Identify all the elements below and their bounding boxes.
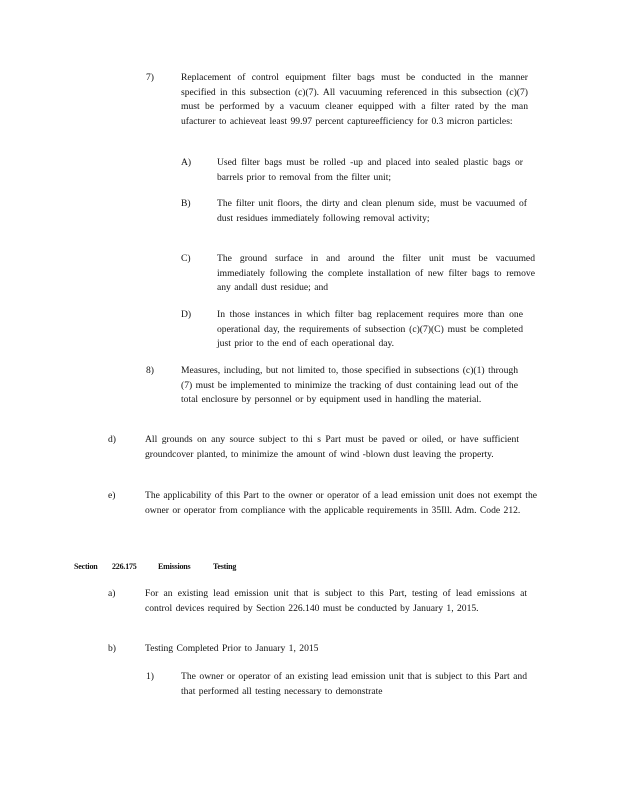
item-A-text: Used filter bags must be rolled -up and placed into sealed plastic bags or barrels prior to removal from the filter unit; bbox=[217, 157, 523, 183]
item-a-text: For an existing lead emission unit that is subject to this Part, testing of lead emissions at control devices required by Section 226.140 must be conducted by January 1, 2015. bbox=[145, 588, 527, 614]
item-b-label: b) bbox=[108, 643, 116, 654]
item-e-text: The applicability of this Part to the owner or operator of a lead emission unit does not exempt the owner or operator from compliance with the applicable requirements in 35Ill. Adm. Code 212. bbox=[145, 490, 537, 516]
item-C-label: C) bbox=[181, 253, 191, 264]
section-title-2: Testing bbox=[213, 562, 237, 571]
section-title: Emissions bbox=[158, 562, 191, 571]
item-D-text: In those instances in which filter bag replacement requires more than one operational day, the requirements of subsection (c)(7)(C) must be completed just prior to the end of each operational day. bbox=[217, 309, 523, 349]
item-8-text: Measures, including, but not limited to, those specified in subsections (c)(1) through (7) must be implemented to minimize the tracking of dust containing lead out of the total enclosure by personnel or by equipment used in handling the material. bbox=[181, 365, 518, 405]
item-B-label: B) bbox=[181, 198, 191, 209]
item-a-label: a) bbox=[108, 588, 116, 599]
item-A-label: A) bbox=[181, 157, 192, 168]
item-1-text: The owner or operator of an existing lead emission unit that is subject to this Part and that performed all testing necessary to demonstrate bbox=[181, 671, 527, 697]
section-number: 226.175 bbox=[112, 562, 137, 571]
item-d-text: All grounds on any source subject to thi s Part must be paved or oiled, or have sufficient groundcover planted, to minimize the amount of wind -blown dust leaving the property. bbox=[145, 434, 519, 460]
item-D-label: D) bbox=[181, 309, 192, 320]
item-1-label: 1) bbox=[146, 671, 154, 682]
item-b-text: Testing Completed Prior to January 1, 2015 bbox=[145, 643, 319, 654]
item-B-text: The filter unit floors, the dirty and clean plenum side, must be vacuumed of dust residues immediately following removal activity; bbox=[217, 198, 527, 224]
section-label: Section bbox=[74, 562, 98, 571]
item-e-label: e) bbox=[108, 490, 116, 501]
item-C-text: The ground surface in and around the filter unit must be vacuumed immediately following the complete installation of new filter bags to remove any andall dust residue; and bbox=[217, 253, 535, 293]
item-d-label: d) bbox=[108, 434, 116, 445]
item-7-text: Replacement of control equipment filter bags must be conducted in the manner specified in this subsection (c)(7). All vacuuming referenced in this subsection (c)(7) must be performed by a vacuum cleaner equipped with a filter rated by the man ufacturer to achieveat least 99.97 percent captureefficiency for 0.3 micron particles: bbox=[181, 72, 528, 127]
item-7-label: 7) bbox=[146, 72, 154, 83]
item-8-label: 8) bbox=[146, 365, 154, 376]
